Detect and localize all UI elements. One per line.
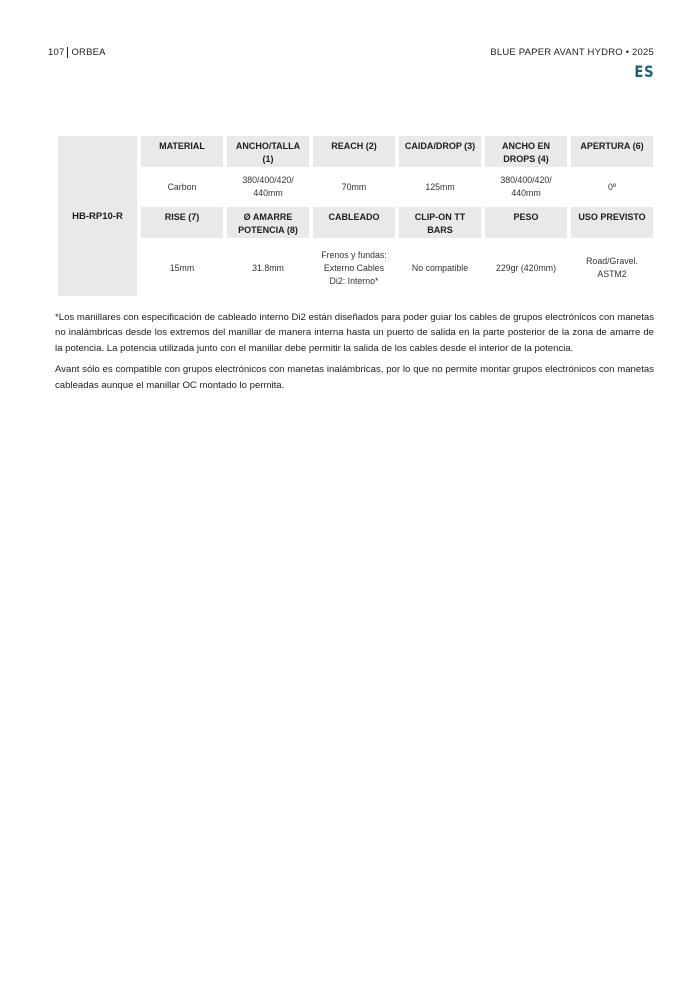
footnotes: [55, 310, 654, 399]
value-cell: 31.8mm: [227, 240, 309, 296]
brand-name: ORBEA: [71, 47, 106, 58]
header-row-1: [141, 136, 653, 167]
header-divider: [67, 47, 68, 58]
value-cell: 15mm: [141, 240, 223, 296]
value-cell: Frenos y fundas: Externo Cables Di2: Interno*: [313, 240, 395, 296]
header-row-2: [141, 207, 653, 238]
header-cell: ANCHO/TALLA (1): [227, 136, 309, 167]
value-cell: 125mm: [399, 171, 481, 203]
value-row-2: [141, 240, 653, 296]
header-cell: CAIDA/DROP (3): [399, 136, 481, 167]
note-paragraph: *Los manillares con especificación de cableado interno Di2 están diseñados para poder guiar los cables de grupos electrónicos con manetas no inalámbricas desde los extremos del manillar de manera interna hasta un puerto de salida en la parte posterior de la zona de amarre de la potencia. La potencia utilizada junto con el manillar debe permitir la salida de los cables desde el interior de la potencia.: [55, 312, 654, 354]
value-cell: 0º: [571, 171, 653, 203]
language-code: ES: [633, 62, 654, 81]
model-name: HB-RP10-R: [58, 136, 137, 296]
header-cell: MATERIAL: [141, 136, 223, 167]
page-number: 107: [48, 47, 65, 58]
header-cell: USO PREVISTO: [571, 207, 653, 238]
header-cell: CLIP-ON TT BARS: [399, 207, 481, 238]
page-header-left: [48, 47, 106, 58]
value-cell: Road/Gravel. ASTM2: [571, 240, 653, 296]
header-cell: RISE (7): [141, 207, 223, 238]
value-cell: 70mm: [313, 171, 395, 203]
value-row-1: [141, 171, 653, 203]
header-cell: ANCHO EN DROPS (4): [485, 136, 567, 167]
value-cell: 380/400/420/ 440mm: [485, 171, 567, 203]
note-paragraph: Avant sólo es compatible con grupos electrónicos con manetas inalámbricas, por lo que no permite montar grupos electrónicos con manetas cableadas aunque el manillar OC montado lo permita.: [55, 364, 654, 391]
value-cell: 380/400/420/ 440mm: [227, 171, 309, 203]
value-cell: 229gr (420mm): [485, 240, 567, 296]
header-cell: CABLEADO: [313, 207, 395, 238]
header-cell: Ø AMARRE POTENCIA (8): [227, 207, 309, 238]
document-title: BLUE PAPER AVANT HYDRO • 2025: [490, 47, 654, 58]
header-cell: APERTURA (6): [571, 136, 653, 167]
header-cell: PESO: [485, 207, 567, 238]
header-cell: REACH (2): [313, 136, 395, 167]
value-cell: Carbon: [141, 171, 223, 203]
value-cell: No compatible: [399, 240, 481, 296]
